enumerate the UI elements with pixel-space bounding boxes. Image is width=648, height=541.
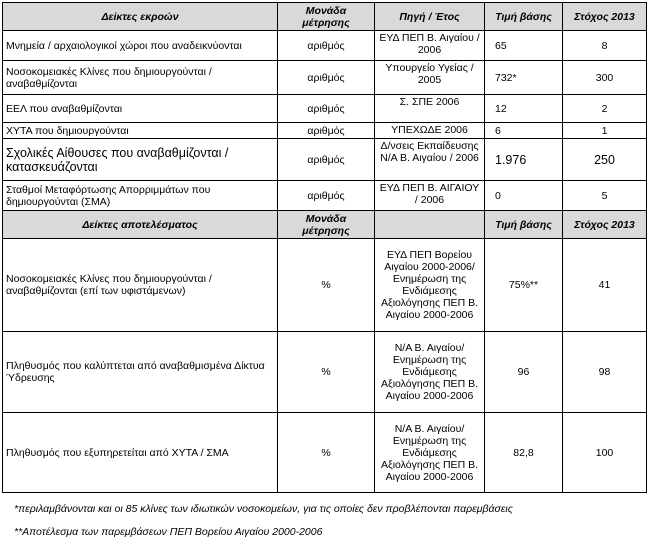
unit-cell: % <box>278 239 375 332</box>
source-cell: ΕΥΔ ΠΕΠ Β. Αιγαίου / 2006 <box>375 31 485 61</box>
unit-cell: αριθμός <box>278 61 375 95</box>
header-result-indicators: Δείκτες αποτελέσματος <box>3 211 278 239</box>
indicator-cell: Πληθυσμός που εξυπηρετείται από ΧΥΤΑ / ΣΜΑ <box>3 413 278 493</box>
unit-cell: % <box>278 332 375 413</box>
base-value-cell: 12 <box>485 95 563 123</box>
indicators-table <box>2 2 647 493</box>
target-cell: 8 <box>563 31 647 61</box>
source-cell: Ν/Α Β. Αιγαίου/Ενημέρωση της Ενδιάμεσης Αξιολόγησης ΠΕΠ Β. Αιγαίου 2000-2006 <box>375 413 485 493</box>
header-source-year: Πηγή / Έτος <box>375 3 485 31</box>
target-cell: 5 <box>563 181 647 211</box>
indicator-cell: Νοσοκομειακές Κλίνες που δημιουργούνται / αναβαθμίζονται (επί των υφιστάμενων) <box>3 239 278 332</box>
target-cell: 1 <box>563 123 647 139</box>
header-empty-cell <box>375 211 485 239</box>
header-unit: Μονάδα μέτρησης <box>278 3 375 31</box>
base-value-cell: 6 <box>485 123 563 139</box>
footnote-2: **Αποτέλεσμα των παρεμβάσεων ΠΕΠ Βορείου Αιγαίου 2000-2006 <box>14 526 323 538</box>
source-cell: ΕΥΔ ΠΕΠ Β. ΑΙΓΑΙΟΥ / 2006 <box>375 181 485 211</box>
source-cell: Ν/Α Β. Αιγαίου/Ενημέρωση της Ενδιάμεσης Αξιολόγησης ΠΕΠ Β. Αιγαίου 2000-2006 <box>375 332 485 413</box>
indicator-cell: ΕΕΛ που αναβαθμίζονται <box>3 95 278 123</box>
footnote-1: *περιλαμβάνονται και οι 85 κλίνες των ιδιωτικών νοσοκομείων, για τις οποίες δεν προβλέπονται παρεμβάσεις <box>14 503 513 515</box>
indicator-cell: ΧΥΤΑ που δημιουργούνται <box>3 123 278 139</box>
base-value-cell: 75%** <box>485 239 563 332</box>
unit-cell: αριθμός <box>278 95 375 123</box>
target-cell: 98 <box>563 332 647 413</box>
table-row <box>3 31 647 61</box>
table-row <box>3 61 647 95</box>
source-cell: ΥΠΕΧΩΔΕ 2006 <box>375 123 485 139</box>
result-header-row <box>3 211 647 239</box>
base-value-cell: 82,8 <box>485 413 563 493</box>
header-unit: Μονάδα μέτρησης <box>278 211 375 239</box>
indicator-cell: Σταθμοί Μεταφόρτωσης Απορριμμάτων που δημιουργούνται (ΣΜΑ) <box>3 181 278 211</box>
table-row <box>3 239 647 332</box>
unit-cell: αριθμός <box>278 123 375 139</box>
target-cell: 41 <box>563 239 647 332</box>
source-cell: Σ. ΣΠΕ 2006 <box>375 95 485 123</box>
unit-cell: αριθμός <box>278 181 375 211</box>
base-value-cell: 732* <box>485 61 563 95</box>
target-cell: 2 <box>563 95 647 123</box>
indicator-cell: Νοσοκομειακές Κλίνες που δημιουργούνται / αναβαθμίζονται <box>3 61 278 95</box>
indicator-cell: Πληθυσμός που καλύπτεται από αναβαθμισμένα Δίκτυα Ύδρευσης <box>3 332 278 413</box>
unit-cell: αριθμός <box>278 31 375 61</box>
target-cell: 250 <box>563 139 647 181</box>
table-row <box>3 332 647 413</box>
base-value-cell: 1.976 <box>485 139 563 181</box>
indicator-cell: Μνημεία / αρχαιολογικοί χώροι που αναδεικνύονται <box>3 31 278 61</box>
header-output-indicators: Δείκτες εκροών <box>3 3 278 31</box>
unit-cell: αριθμός <box>278 139 375 181</box>
table-row <box>3 95 647 123</box>
base-value-cell: 0 <box>485 181 563 211</box>
header-base-value: Τιμή βάσης <box>485 3 563 31</box>
base-value-cell: 96 <box>485 332 563 413</box>
source-cell: Υπουργείο Υγείας / 2005 <box>375 61 485 95</box>
source-cell: ΕΥΔ ΠΕΠ Βορείου Αιγαίου 2000-2006/Ενημέρωση της Ενδιάμεσης Αξιολόγησης ΠΕΠ Β. Αιγαίου 2000-2006 <box>375 239 485 332</box>
source-cell: Δ/νσεις Εκπαίδευσης Ν/Α Β. Αιγαίου / 2006 <box>375 139 485 181</box>
output-header-row <box>3 3 647 31</box>
header-target-2013: Στόχος 2013 <box>563 3 647 31</box>
header-target-2013: Στόχος 2013 <box>563 211 647 239</box>
target-cell: 300 <box>563 61 647 95</box>
table-row <box>3 413 647 493</box>
header-base-value: Τιμή βάσης <box>485 211 563 239</box>
target-cell: 100 <box>563 413 647 493</box>
table-row <box>3 139 647 181</box>
table-row <box>3 181 647 211</box>
indicator-cell: Σχολικές Αίθουσες που αναβαθμίζονται / κατασκευάζονται <box>3 139 278 181</box>
unit-cell: % <box>278 413 375 493</box>
table-row <box>3 123 647 139</box>
base-value-cell: 65 <box>485 31 563 61</box>
